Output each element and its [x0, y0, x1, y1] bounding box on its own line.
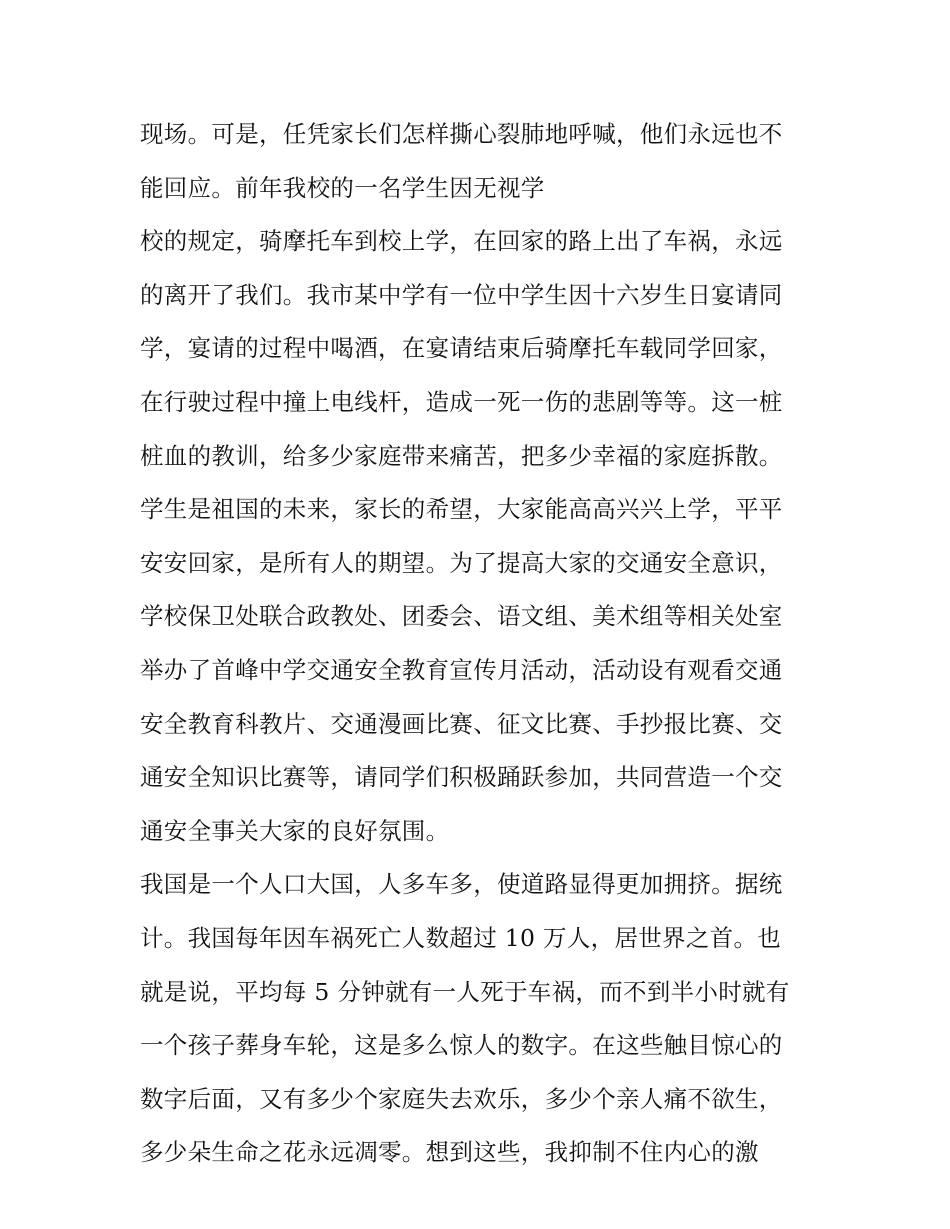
- text-line: 就是说，平均每 5 分钟就有一人死于车祸，而不到半小时就有: [140, 977, 790, 1006]
- text-line: 通安全知识比赛等，请同学们积极踊跃参加，共同营造一个交: [140, 763, 783, 792]
- text-line: 安全教育科教片、交通漫画比赛、征文比赛、手抄报比赛、交: [140, 709, 783, 738]
- text-line: 在行驶过程中撞上电线杆，造成一死一伤的悲剧等等。这一桩: [140, 387, 783, 416]
- text-line: 通安全事关大家的良好氛围。: [140, 816, 450, 845]
- text-line: 学，宴请的过程中喝酒，在宴请结束后骑摩托车载同学回家，: [140, 334, 783, 363]
- text-line: 安安回家，是所有人的期望。为了提高大家的交通安全意识，: [140, 548, 783, 577]
- text-line: 能回应。前年我校的一名学生因无视学: [140, 173, 545, 202]
- text-line: 数字后面，又有多少个家庭失去欢乐，多少个亲人痛不欲生，: [140, 1084, 783, 1113]
- text-line: 学生是祖国的未来，家长的希望，大家能高高兴兴上学，平平: [140, 495, 783, 524]
- text-line: 计。我国每年因车祸死亡人数超过 10 万人，居世界之首。也: [140, 923, 782, 952]
- text-line: 桩血的教训，给多少家庭带来痛苦，把多少幸福的家庭拆散。: [140, 441, 783, 470]
- text-line: 现场。可是，任凭家长们怎样撕心裂肺地呼喊，他们永远也不: [140, 120, 783, 148]
- text-line: 我国是一个人口大国，人多车多，使道路显得更加拥挤。据统: [140, 870, 783, 899]
- text-line: 举办了首峰中学交通安全教育宣传月活动，活动设有观看交通: [140, 655, 783, 684]
- body-text: [140, 108, 820, 1180]
- text-line: 多少朵生命之花永远凋零。想到这些，我抑制不住内心的激: [140, 1138, 759, 1167]
- text-line: 的离开了我们。我市某中学有一位中学生因十六岁生日宴请同: [140, 280, 783, 309]
- text-line: 校的规定，骑摩托车到校上学，在回家的路上出了车祸，永远: [140, 227, 783, 256]
- text-line: 学校保卫处联合政教处、团委会、语文组、美术组等相关处室: [140, 602, 783, 631]
- text-line: 一个孩子葬身车轮，这是多么惊人的数字。在这些触目惊心的: [140, 1031, 783, 1060]
